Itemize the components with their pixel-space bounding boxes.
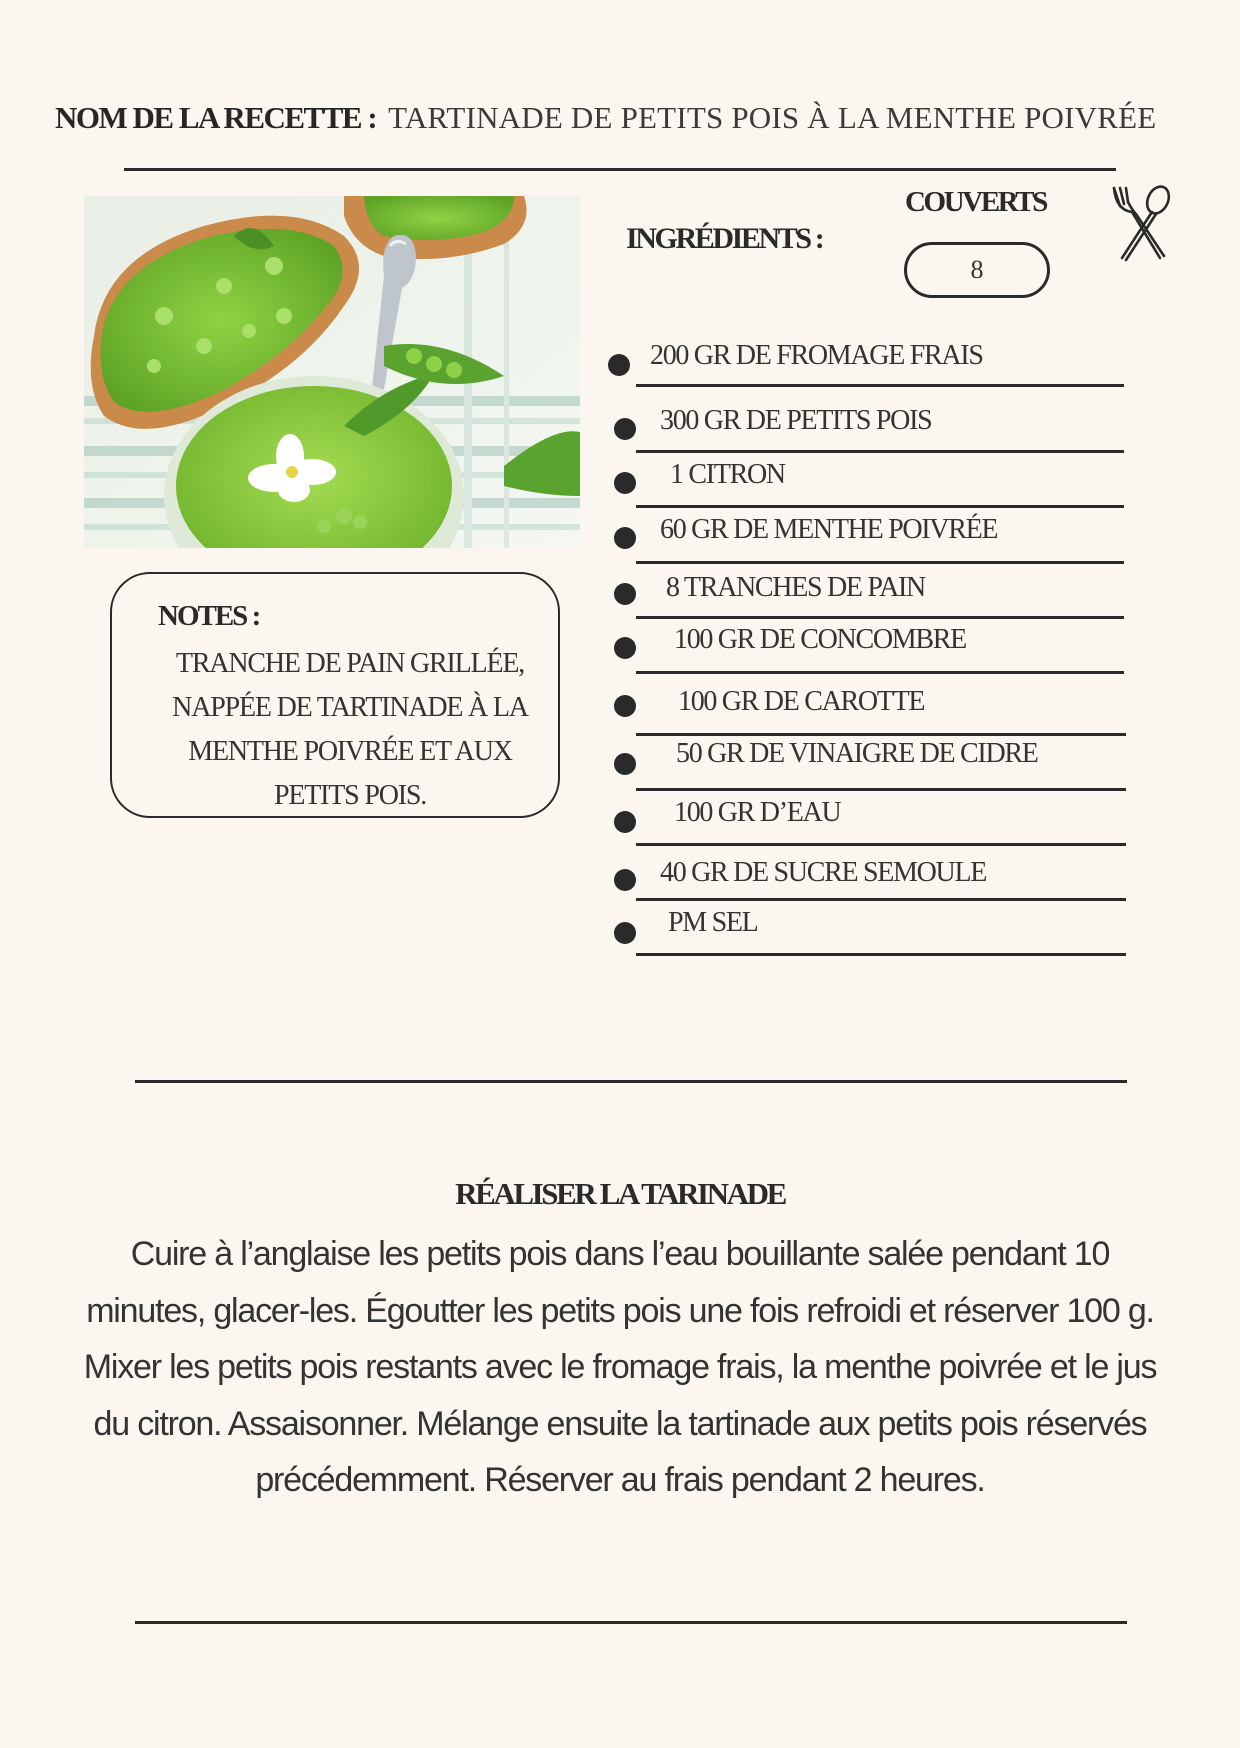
ingredient-underline [636, 953, 1126, 956]
bullet-icon [614, 527, 636, 549]
bullet-icon [614, 637, 636, 659]
servings-value: 8 [970, 255, 984, 284]
ingredient-item: 50 GR DE VINAIGRE DE CIDRE [676, 738, 1038, 769]
ingredient-underline [636, 671, 1124, 674]
notes-title: NOTES : [158, 600, 260, 632]
steps-text: Cuire à l’anglaise les petits pois dans l’eau bouillante salée pendant 10 minutes, glacer-les. Égoutter les petits pois une fois refroidi et réserver 100 g. Mixer les petits pois restants avec le fromage frais, la menthe poivrée et le jus du citron. Assaisonner. Mélange ensuite la tartinade aux petits pois réservés précédemment. Réserver au frais pendant 2 heures. [83, 1235, 1157, 1499]
title-divider [124, 168, 1116, 171]
ingredient-item: 100 GR DE CONCOMBRE [674, 624, 966, 655]
ingredient-underline [636, 898, 1126, 901]
ingredient-item: 200 GR DE FROMAGE FRAIS [650, 340, 983, 371]
recipe-name-value: TARTINADE DE PETITS POIS À LA MENTHE POIVRÉE [388, 100, 1157, 135]
ingredient-item: 300 GR DE PETITS POIS [660, 405, 932, 436]
bullet-icon [608, 354, 630, 376]
ingredient-item: 100 GR DE CAROTTE [678, 686, 925, 717]
ingredient-underline [636, 616, 1124, 619]
bullet-icon [614, 753, 636, 775]
recipe-name-label: NOM DE LA RECETTE : [55, 100, 377, 135]
bullet-icon [614, 869, 636, 891]
ingredient-underline [636, 561, 1124, 564]
ingredient-item: 100 GR D’EAU [674, 797, 841, 828]
servings-label: COUVERTS [905, 186, 1046, 218]
ingredient-item: 40 GR DE SUCRE SEMOULE [660, 857, 987, 888]
ingredient-underline [636, 384, 1124, 387]
bullet-icon [614, 922, 636, 944]
ingredient-item: 60 GR DE MENTHE POIVRÉE [660, 514, 998, 545]
ingredient-underline [636, 733, 1126, 736]
ingredient-underline [636, 788, 1126, 791]
ingredient-item: 1 CITRON [670, 459, 785, 490]
section-divider [135, 1080, 1127, 1083]
bullet-icon [614, 472, 636, 494]
cutlery-icon [1110, 184, 1174, 264]
ingredient-underline [636, 505, 1124, 508]
bottom-divider [135, 1621, 1127, 1624]
bullet-icon [614, 583, 636, 605]
servings-value-box [904, 242, 1050, 298]
steps-title: RÉALISER LA TARINADE [455, 1176, 785, 1211]
bullet-icon [614, 811, 636, 833]
ingredients-title: INGRÉDIENTS : [626, 222, 823, 255]
ingredient-underline [636, 843, 1126, 846]
bullet-icon [614, 418, 636, 440]
ingredient-item: PM SEL [668, 907, 758, 938]
recipe-title-row [55, 100, 1185, 150]
bullet-icon [614, 695, 636, 717]
ingredient-item: 8 TRANCHES DE PAIN [666, 572, 925, 603]
recipe-photo [84, 196, 580, 548]
ingredient-underline [636, 450, 1124, 453]
notes-text: TRANCHE DE PAIN GRILLÉE, NAPPÉE DE TARTINADE À LA MENTHE POIVRÉE ET AUX PETITS POIS. [172, 648, 528, 811]
